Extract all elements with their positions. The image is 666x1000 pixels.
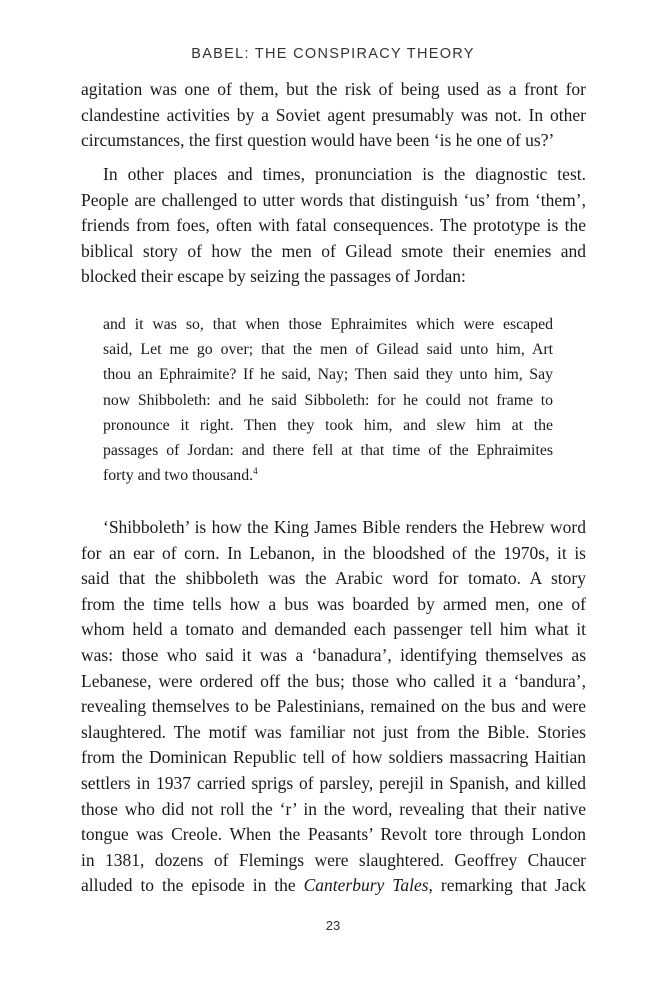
text-line: Lebanese, were ordered off the bus; those who called it a ‘bandura’, <box>81 670 586 691</box>
paragraph-2 <box>81 162 586 290</box>
text-line: clandestine activities by a Soviet agent presumably was not. In other <box>81 104 586 125</box>
text-segment: alluded to the episode in the <box>81 875 304 896</box>
text-line: People are challenged to utter words that distinguish ‘us’ from ‘them’, <box>81 189 586 210</box>
quote-line <box>103 463 553 488</box>
text-line: tongue was Creole. When the Peasants’ Revolt tore through London <box>81 824 586 845</box>
paragraph-3 <box>81 515 586 899</box>
quote-line: passages of Jordan: and there fell at that time of the Ephraimites <box>103 441 553 459</box>
text-line: circumstances, the first question would have been ‘is he one of us?’ <box>81 130 555 151</box>
text-line: slaughtered. The motif was familiar not just from the Bible. Stories <box>81 721 586 742</box>
text-line: ‘Shibboleth’ is how the King James Bible renders the Hebrew word <box>103 517 586 537</box>
quote-line: thou an Ephraimite? If he said, Nay; Then said they unto him, Say <box>103 366 553 384</box>
page-number: 23 <box>325 918 341 933</box>
text-line: agitation was one of them, but the risk of being used as a front for <box>81 79 586 99</box>
text-line: from the time tells how a bus was boarded by armed men, one of <box>81 593 586 614</box>
book-title: Canterbury Tales <box>303 875 429 896</box>
text-line: revealing themselves to be Palestinians, remained on the bus and were <box>81 696 586 717</box>
quote-line: said, Let me go over; that the men of Gilead said unto him, Art <box>103 341 553 359</box>
text-line <box>81 873 586 899</box>
running-head: BABEL: THE CONSPIRACY THEORY <box>191 46 475 62</box>
text-segment: , remarking that Jack <box>428 875 586 896</box>
quote-line-text: forty and two thousand. <box>103 467 254 485</box>
text-line: was: those who said it was a ‘banadura’, identifying themselves as <box>81 644 586 665</box>
text-line: from the Dominican Republic tell of how soldiers massacring Haitian <box>81 747 586 768</box>
text-line: friends from foes, often with fatal consequences. The prototype is the <box>81 215 586 236</box>
text-line: In other places and times, pronunciation is the diagnostic test. <box>103 164 586 184</box>
block-quote <box>103 312 553 488</box>
text-line: blocked their escape by seizing the passages of Jordan: <box>81 266 466 287</box>
quote-line: and it was so, that when those Ephraimites which were escaped <box>103 316 553 333</box>
text-line: for an ear of corn. In Lebanon, in the bloodshed of the 1970s, it is <box>81 542 586 563</box>
text-line: settlers in 1937 carried sprigs of parsley, perejil in Spanish, and killed <box>81 772 586 793</box>
text-line: said that the shibboleth was the Arabic word for tomato. A story <box>81 568 586 589</box>
text-line: biblical story of how the men of Gilead smote their enemies and <box>81 240 586 261</box>
paragraph-1 <box>81 77 586 154</box>
quote-line: now Shibboleth: and he said Sibboleth: for he could not frame to <box>103 391 553 409</box>
footnote-marker[interactable]: 4 <box>253 466 258 477</box>
quote-line: pronounce it right. Then they took him, and slew him at the <box>103 416 553 434</box>
text-line: those who did not roll the ‘r’ in the word, revealing that their native <box>81 798 586 819</box>
text-line: in 1381, dozens of Flemings were slaughtered. Geoffrey Chaucer <box>81 849 586 870</box>
text-line: whom held a tomato and demanded each passenger tell him what it <box>81 619 586 640</box>
